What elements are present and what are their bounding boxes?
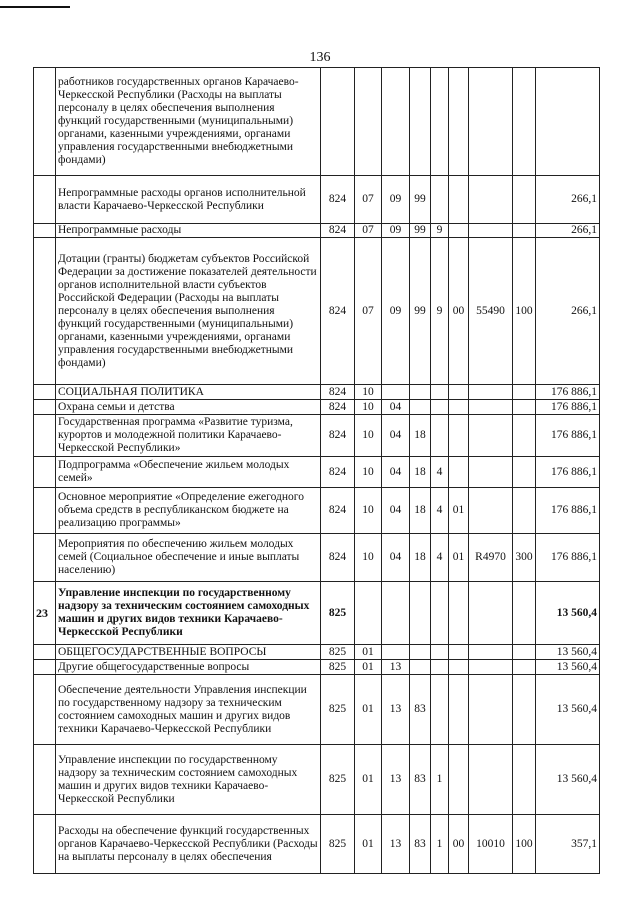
table-row	[34, 400, 600, 415]
section-code-cell: 01	[355, 660, 382, 675]
subprogram-code-cell: 1	[431, 815, 449, 874]
item-name-cell: работников государственных органов Карачаево-Черкесской Республики (Расходы на выплаты персоналу в целях обеспечения выполнения функций государственными (муниципальными) органами, казенными учреждениями, органами управления государственными внебюджетными фондами)	[56, 68, 321, 176]
program-code-cell: 83	[410, 675, 431, 745]
subsection-code-cell: 04	[382, 400, 410, 415]
item-name-cell: ОБЩЕГОСУДАРСТВЕННЫЕ ВОПРОСЫ	[56, 645, 321, 660]
amount-cell: 13 560,4	[536, 745, 600, 815]
subprogram-code-cell	[431, 385, 449, 400]
program-code-cell	[410, 385, 431, 400]
program-code-cell: 83	[410, 745, 431, 815]
subprogram-code-cell	[431, 176, 449, 224]
expense-type-cell	[513, 675, 536, 745]
row-number-cell	[34, 457, 56, 488]
expense-type-cell: 100	[513, 815, 536, 874]
subprogram-code-cell	[431, 415, 449, 457]
activity-code-cell	[449, 645, 469, 660]
section-code-cell	[355, 582, 382, 645]
table-row	[34, 815, 600, 874]
program-code-cell: 99	[410, 176, 431, 224]
section-code-cell: 10	[355, 385, 382, 400]
subsection-code-cell: 09	[382, 176, 410, 224]
program-code-cell	[410, 645, 431, 660]
subsection-code-cell: 04	[382, 415, 410, 457]
table-body	[34, 68, 600, 874]
activity-code-cell: 00	[449, 815, 469, 874]
row-number-cell	[34, 415, 56, 457]
row-number-cell	[34, 660, 56, 675]
item-name-cell: Подпрограмма «Обеспечение жильем молодых семей»	[56, 457, 321, 488]
subsection-code-cell	[382, 582, 410, 645]
amount-cell: 266,1	[536, 224, 600, 238]
item-name-cell: Непрограммные расходы	[56, 224, 321, 238]
activity-code-cell	[449, 224, 469, 238]
direction-code-cell	[469, 385, 513, 400]
row-number-cell: 23	[34, 582, 56, 645]
activity-code-cell	[449, 176, 469, 224]
subsection-code-cell: 04	[382, 488, 410, 534]
row-number-cell	[34, 534, 56, 582]
program-code-cell	[410, 660, 431, 675]
row-number-cell	[34, 224, 56, 238]
item-name-cell: Другие общегосударственные вопросы	[56, 660, 321, 675]
row-number-cell	[34, 488, 56, 534]
item-name-cell: Расходы на обеспечение функций государственных органов Карачаево-Черкесской Республики (Расходы на выплаты персоналу в целях обеспечения	[56, 815, 321, 874]
direction-code-cell	[469, 745, 513, 815]
table-row	[34, 224, 600, 238]
table-row	[34, 675, 600, 745]
direction-code-cell	[469, 400, 513, 415]
ministry-code-cell: 824	[321, 488, 355, 534]
expense-type-cell	[513, 224, 536, 238]
activity-code-cell: 00	[449, 238, 469, 385]
row-number-cell	[34, 645, 56, 660]
section-code-cell: 07	[355, 224, 382, 238]
amount-cell: 357,1	[536, 815, 600, 874]
page-number: 136	[309, 50, 331, 65]
expense-type-cell	[513, 415, 536, 457]
amount-cell: 13 560,4	[536, 675, 600, 745]
item-name-cell: Управление инспекции по государственному надзору за техническим состоянием самоходных машин и других видов техники Карачаево-Черкесской Республики	[56, 745, 321, 815]
amount-cell: 13 560,4	[536, 582, 600, 645]
table-row	[34, 488, 600, 534]
section-code-cell: 01	[355, 745, 382, 815]
subprogram-code-cell: 4	[431, 457, 449, 488]
ministry-code-cell: 824	[321, 415, 355, 457]
program-code-cell: 18	[410, 457, 431, 488]
ministry-code-cell: 825	[321, 815, 355, 874]
table-row	[34, 645, 600, 660]
row-number-cell	[34, 385, 56, 400]
row-number-cell	[34, 176, 56, 224]
direction-code-cell	[469, 176, 513, 224]
ministry-code-cell: 824	[321, 400, 355, 415]
amount-cell: 176 886,1	[536, 457, 600, 488]
section-code-cell: 10	[355, 534, 382, 582]
item-name-cell: Обеспечение деятельности Управления инспекции по государственному надзору за техническим состоянием самоходных машин и других видов техники Карачаево-Черкесской Республики	[56, 675, 321, 745]
amount-cell: 13 560,4	[536, 660, 600, 675]
amount-cell: 266,1	[536, 176, 600, 224]
row-number-cell	[34, 238, 56, 385]
direction-code-cell: R4970	[469, 534, 513, 582]
ministry-code-cell: 825	[321, 675, 355, 745]
item-name-cell: СОЦИАЛЬНАЯ ПОЛИТИКА	[56, 385, 321, 400]
direction-code-cell: 10010	[469, 815, 513, 874]
expense-type-cell: 300	[513, 534, 536, 582]
section-code-cell: 07	[355, 176, 382, 224]
activity-code-cell: 01	[449, 534, 469, 582]
subsection-code-cell: 13	[382, 675, 410, 745]
amount-cell: 176 886,1	[536, 488, 600, 534]
table-row	[34, 68, 600, 176]
subsection-code-cell: 04	[382, 534, 410, 582]
section-code-cell: 01	[355, 815, 382, 874]
amount-cell	[536, 68, 600, 176]
ministry-code-cell: 824	[321, 385, 355, 400]
amount-cell: 13 560,4	[536, 645, 600, 660]
subsection-code-cell: 13	[382, 815, 410, 874]
table-row	[34, 457, 600, 488]
expense-type-cell	[513, 68, 536, 176]
activity-code-cell	[449, 400, 469, 415]
row-number-cell	[34, 815, 56, 874]
row-number-cell	[34, 400, 56, 415]
section-code-cell: 10	[355, 488, 382, 534]
ministry-code-cell: 825	[321, 645, 355, 660]
section-code-cell: 10	[355, 415, 382, 457]
expense-type-cell	[513, 660, 536, 675]
program-code-cell	[410, 68, 431, 176]
subprogram-code-cell	[431, 660, 449, 675]
subprogram-code-cell: 4	[431, 534, 449, 582]
subprogram-code-cell	[431, 582, 449, 645]
subsection-code-cell	[382, 68, 410, 176]
section-code-cell: 10	[355, 457, 382, 488]
subsection-code-cell: 09	[382, 238, 410, 385]
table-row	[34, 745, 600, 815]
table-row	[34, 176, 600, 224]
item-name-cell: Дотации (гранты) бюджетам субъектов Российской Федерации за достижение показателей деятельности органов исполнительной власти субъектов Российской Федерации (Расходы на выплаты персоналу в целях обеспечения выполнения функций государственными (муниципальными) органами, казенными учреждениями, органами управления государственными внебюджетными фондами)	[56, 238, 321, 385]
section-code-cell	[355, 68, 382, 176]
expense-type-cell	[513, 385, 536, 400]
ministry-code-cell: 824	[321, 457, 355, 488]
direction-code-cell	[469, 457, 513, 488]
subprogram-code-cell	[431, 675, 449, 745]
section-code-cell: 07	[355, 238, 382, 385]
subsection-code-cell: 09	[382, 224, 410, 238]
ministry-code-cell: 825	[321, 660, 355, 675]
section-code-cell: 10	[355, 400, 382, 415]
ministry-code-cell: 824	[321, 176, 355, 224]
direction-code-cell	[469, 582, 513, 645]
expense-type-cell	[513, 582, 536, 645]
activity-code-cell: 01	[449, 488, 469, 534]
program-code-cell: 18	[410, 488, 431, 534]
table-row	[34, 238, 600, 385]
amount-cell: 176 886,1	[536, 534, 600, 582]
activity-code-cell	[449, 68, 469, 176]
item-name-cell: Охрана семьи и детства	[56, 400, 321, 415]
expense-type-cell	[513, 400, 536, 415]
section-code-cell: 01	[355, 645, 382, 660]
direction-code-cell	[469, 675, 513, 745]
row-number-cell	[34, 68, 56, 176]
program-code-cell: 18	[410, 534, 431, 582]
activity-code-cell	[449, 675, 469, 745]
subsection-code-cell: 04	[382, 457, 410, 488]
program-code-cell: 99	[410, 238, 431, 385]
section-code-cell: 01	[355, 675, 382, 745]
expense-type-cell	[513, 488, 536, 534]
direction-code-cell	[469, 224, 513, 238]
table-row	[34, 660, 600, 675]
subsection-code-cell	[382, 385, 410, 400]
table-row	[34, 534, 600, 582]
direction-code-cell: 55490	[469, 238, 513, 385]
subsection-code-cell: 13	[382, 660, 410, 675]
subprogram-code-cell	[431, 68, 449, 176]
item-name-cell: Мероприятия по обеспечению жильем молодых семей (Социальное обеспечение и иные выплаты населению)	[56, 534, 321, 582]
expense-type-cell	[513, 457, 536, 488]
expense-type-cell: 100	[513, 238, 536, 385]
program-code-cell: 99	[410, 224, 431, 238]
activity-code-cell	[449, 745, 469, 815]
item-name-cell: Государственная программа «Развитие туризма, курортов и молодежной политики Карачаево-Черкесской Республики»	[56, 415, 321, 457]
amount-cell: 176 886,1	[536, 385, 600, 400]
budget-table	[33, 67, 600, 874]
ministry-code-cell	[321, 68, 355, 176]
expense-type-cell	[513, 745, 536, 815]
table-row	[34, 415, 600, 457]
ministry-code-cell: 824	[321, 238, 355, 385]
subprogram-code-cell: 1	[431, 745, 449, 815]
item-name-cell: Основное мероприятие «Определение ежегодного объема средств в республиканском бюджете на реализацию программы»	[56, 488, 321, 534]
activity-code-cell	[449, 660, 469, 675]
subsection-code-cell	[382, 645, 410, 660]
table-row	[34, 582, 600, 645]
ministry-code-cell: 824	[321, 224, 355, 238]
subprogram-code-cell: 9	[431, 224, 449, 238]
subprogram-code-cell: 9	[431, 238, 449, 385]
program-code-cell	[410, 400, 431, 415]
activity-code-cell	[449, 415, 469, 457]
activity-code-cell	[449, 457, 469, 488]
direction-code-cell	[469, 68, 513, 176]
amount-cell: 176 886,1	[536, 400, 600, 415]
program-code-cell	[410, 582, 431, 645]
activity-code-cell	[449, 385, 469, 400]
subprogram-code-cell: 4	[431, 488, 449, 534]
row-number-cell	[34, 745, 56, 815]
expense-type-cell	[513, 176, 536, 224]
amount-cell: 266,1	[536, 238, 600, 385]
header-rule	[0, 6, 70, 8]
direction-code-cell	[469, 645, 513, 660]
program-code-cell: 18	[410, 415, 431, 457]
item-name-cell: Непрограммные расходы органов исполнительной власти Карачаево-Черкесской Республики	[56, 176, 321, 224]
subprogram-code-cell	[431, 645, 449, 660]
row-number-cell	[34, 675, 56, 745]
direction-code-cell	[469, 488, 513, 534]
amount-cell: 176 886,1	[536, 415, 600, 457]
ministry-code-cell: 825	[321, 582, 355, 645]
ministry-code-cell: 825	[321, 745, 355, 815]
activity-code-cell	[449, 582, 469, 645]
item-name-cell: Управление инспекции по государственному надзору за техническим состоянием самоходных машин и других видов техники Карачаево-Черкесской Республики	[56, 582, 321, 645]
expense-type-cell	[513, 645, 536, 660]
program-code-cell: 83	[410, 815, 431, 874]
subsection-code-cell: 13	[382, 745, 410, 815]
subprogram-code-cell	[431, 400, 449, 415]
ministry-code-cell: 824	[321, 534, 355, 582]
direction-code-cell	[469, 660, 513, 675]
table-row	[34, 385, 600, 400]
direction-code-cell	[469, 415, 513, 457]
